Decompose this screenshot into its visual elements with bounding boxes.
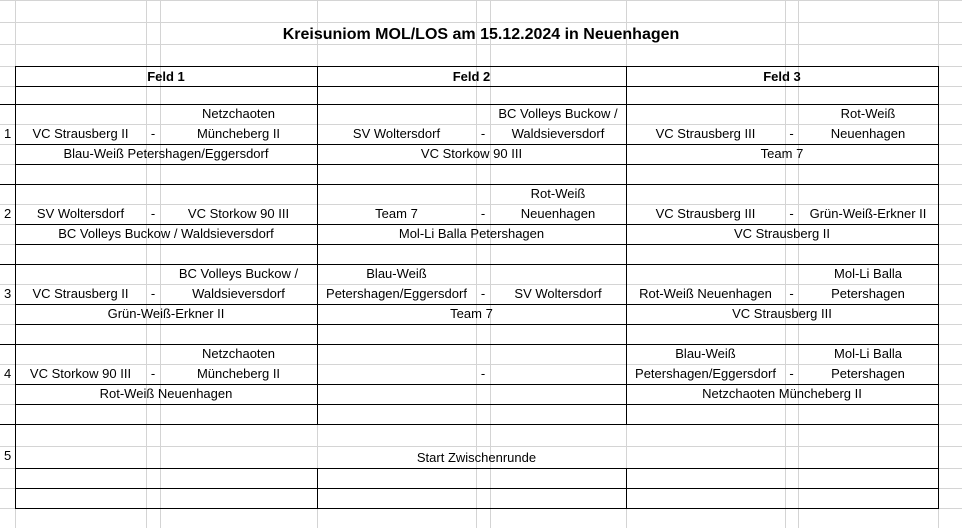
- grid-line: [15, 424, 939, 425]
- team-name: Waldsieversdorf: [192, 286, 285, 301]
- grid-line: [15, 404, 939, 405]
- team-name: Petershagen/Eggersdorf: [635, 366, 776, 381]
- team-name: VC Strausberg II: [32, 286, 129, 301]
- field-header-2: Feld 2: [452, 69, 491, 84]
- team-name: Netzchaoten: [202, 346, 275, 361]
- referee-team: Mol-Li Balla Petershagen: [398, 226, 545, 241]
- grid-line: [15, 508, 939, 509]
- grid-line: [317, 66, 318, 424]
- grid-line: [15, 324, 939, 325]
- team-name: Rot-Weiß: [530, 186, 586, 201]
- vs-separator: -: [480, 126, 486, 141]
- grid-line: [0, 424, 15, 425]
- grid-line: [0, 446, 962, 447]
- team-name: Mol-Li Balla: [834, 346, 902, 361]
- referee-team: VC Storkow 90 III: [420, 146, 523, 161]
- referee-team: Rot-Weiß Neuenhagen: [99, 386, 233, 401]
- team-name: Grün-Weiß-Erkner II: [809, 206, 927, 221]
- team-name: Mol-Li Balla: [834, 266, 902, 281]
- team-name: Petershagen: [831, 286, 905, 301]
- round-number: 2: [4, 206, 12, 221]
- round-5-label: Start Zwischenrunde: [416, 450, 537, 465]
- team-name: Petershagen: [831, 366, 905, 381]
- round-number: 4: [4, 366, 12, 381]
- team-name: VC Storkow 90 III: [187, 206, 290, 221]
- team-name: Rot-Weiß Neuenhagen: [639, 286, 772, 301]
- referee-team: Team 7: [450, 306, 493, 321]
- field-header-1: Feld 1: [147, 69, 185, 84]
- referee-team: VC Strausberg III: [732, 306, 832, 321]
- grid-line: [15, 164, 939, 165]
- field-header-3: Feld 3: [763, 69, 801, 84]
- grid-line: [15, 488, 939, 489]
- team-name: VC Strausberg II: [32, 126, 129, 141]
- vs-separator: -: [789, 126, 794, 141]
- team-name: Neuenhagen: [830, 126, 906, 141]
- vs-separator: -: [150, 366, 156, 381]
- round-number: 1: [4, 126, 12, 141]
- grid-line: [0, 22, 962, 23]
- team-name: BC Volleys Buckow /: [178, 266, 299, 281]
- team-name: Petershagen/Eggersdorf: [326, 286, 467, 301]
- team-name: Neuenhagen: [520, 206, 596, 221]
- vs-separator: -: [480, 206, 486, 221]
- vs-separator: -: [480, 286, 486, 301]
- team-name: VC Storkow 90 III: [29, 366, 132, 381]
- team-name: VC Strausberg III: [655, 126, 756, 141]
- team-name: Blau-Weiß: [366, 266, 427, 281]
- round-number: 3: [4, 286, 12, 301]
- team-name: SV Woltersdorf: [36, 206, 125, 221]
- team-name: Müncheberg II: [196, 366, 281, 381]
- vs-separator: -: [789, 366, 794, 381]
- grid-line: [0, 184, 15, 185]
- grid-line: [0, 264, 15, 265]
- grid-line: [0, 0, 962, 1]
- grid-line: [15, 468, 939, 469]
- referee-team: Grün-Weiß-Erkner II: [107, 306, 225, 321]
- team-name: VC Strausberg III: [655, 206, 756, 221]
- referee-team: VC Strausberg II: [733, 226, 831, 241]
- team-name: Team 7: [375, 206, 418, 221]
- referee-team: BC Volleys Buckow / Waldsieversdorf: [58, 226, 274, 241]
- vs-separator: -: [789, 286, 794, 301]
- team-name: SV Woltersdorf: [514, 286, 602, 301]
- referee-team: Blau-Weiß Petershagen/Eggersdorf: [63, 146, 269, 161]
- page-title: Kreisuniom MOL/LOS am 15.12.2024 in Neuenhagen: [282, 26, 680, 43]
- vs-separator: -: [150, 206, 156, 221]
- grid-line: [0, 104, 15, 105]
- vs-separator: -: [150, 126, 156, 141]
- round-number: 5: [4, 448, 12, 463]
- referee-team: Netzchaoten Müncheberg II: [702, 386, 862, 401]
- team-name: BC Volleys Buckow /: [498, 106, 618, 121]
- grid-line: [0, 344, 15, 345]
- grid-line: [938, 66, 939, 508]
- vs-separator: -: [480, 366, 486, 381]
- team-name: Müncheberg II: [196, 126, 281, 141]
- team-name: Waldsieversdorf: [511, 126, 605, 141]
- team-name: SV Woltersdorf: [352, 126, 441, 141]
- team-name: Rot-Weiß: [840, 106, 896, 121]
- grid-line: [15, 184, 939, 185]
- referee-team: Team 7: [760, 146, 804, 161]
- vs-separator: -: [789, 206, 794, 221]
- team-name: Netzchaoten: [202, 106, 275, 121]
- team-name: Blau-Weiß: [675, 346, 736, 361]
- grid-line: [15, 244, 939, 245]
- vs-separator: -: [150, 286, 156, 301]
